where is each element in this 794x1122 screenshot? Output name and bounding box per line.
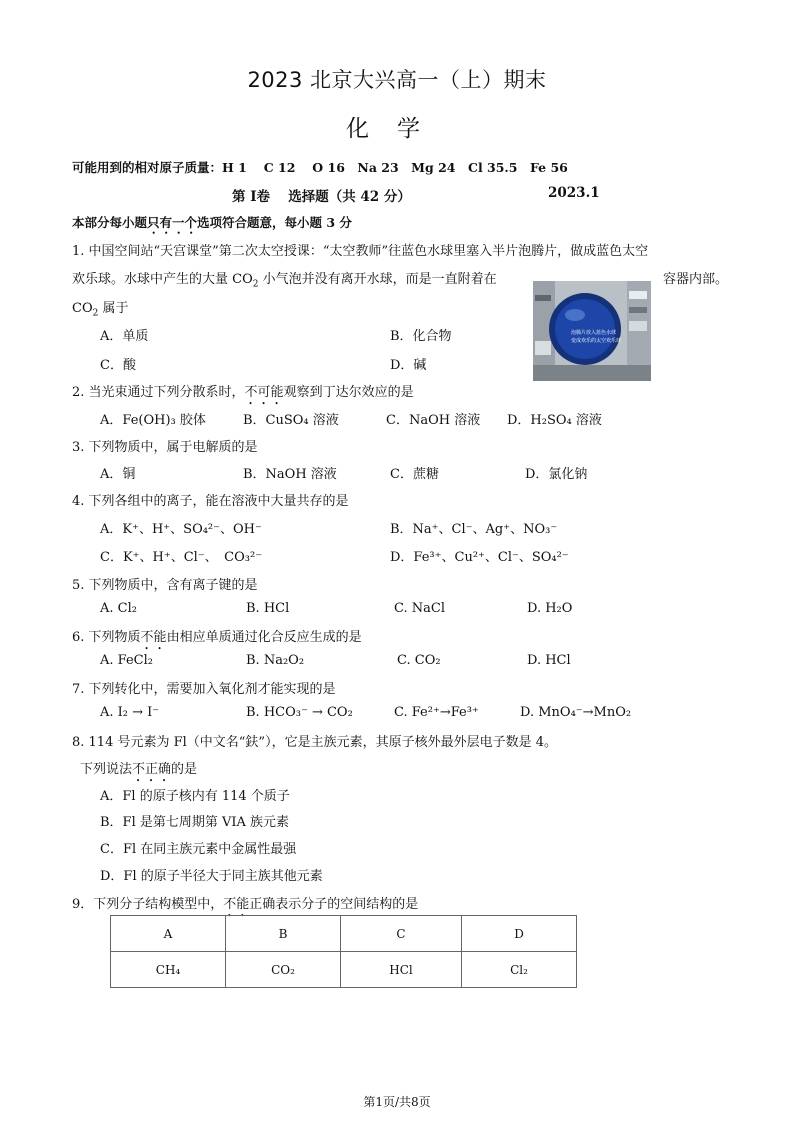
q6-option-d: D. HCl (527, 653, 571, 668)
table-header-b: B (226, 916, 341, 952)
exam-date: 2023.1 (548, 185, 600, 201)
q2-option-d: D．H₂SO₄ 溶液 (507, 413, 602, 428)
page-title: 2023 北京大兴高一（上）期末 (247, 68, 547, 92)
q1-option-d: D．碱 (390, 358, 427, 373)
q8-option-c: C．Fl 在同主族元素中金属性最强 (100, 842, 297, 857)
q3-option-a: A．铜 (100, 467, 136, 482)
table-header-c: C (341, 916, 462, 952)
q3-option-c: C．蔗糖 (390, 467, 439, 482)
space-station-photo (533, 281, 651, 381)
q1-stem-line3: $CO_2$ 属于 (72, 301, 129, 319)
q4-option-d: D．Fe³⁺、Cu²⁺、Cl⁻、SO₄²⁻ (390, 550, 569, 565)
q4-option-c: C．K⁺、H⁺、Cl⁻、 CO₃²⁻ (100, 550, 263, 565)
q4-stem: 4. 下列各组中的离子，能在溶液中大量共存的是 (72, 494, 349, 509)
table-cell-d: Cl₂ (462, 952, 577, 988)
q6-stem: 6. 下列物质不能由相应单质通过化合反应生成的是 (72, 630, 362, 645)
q8-substem: 下列说法不正确的是 (80, 762, 198, 777)
page-footer: 第1页/共8页 (363, 1095, 431, 1109)
q5-stem: 5. 下列物质中，含有离子键的是 (72, 578, 258, 593)
table-row (111, 952, 577, 988)
q1-stem-line1: 1. 中国空间站“天宫课堂”第二次太空授课：“太空教师”往蓝色水球里塞入半片泡腾片，做成蓝色太空 (72, 244, 649, 259)
atomic-masses: 可能用到的相对原子质量：H 1 C 12 O 16 Na 23 Mg 24 Cl 35.5 Fe 56 (72, 160, 568, 175)
table-cell-a: CH₄ (111, 952, 226, 988)
q5-option-b: B. HCl (246, 601, 290, 616)
q2-option-a: A．Fe(OH)₃ 胶体 (100, 413, 206, 428)
photo-caption-line2: 变成欢乐的太空欢乐球 (571, 338, 622, 344)
instructions: 本部分每小题只有一个选项符合题意，每小题 3 分 (72, 215, 352, 230)
q7-option-a: A. I₂ → I⁻ (100, 705, 160, 720)
q8-option-a: A．Fl 的原子核内有 114 个质子 (100, 789, 290, 804)
q7-option-c: C. Fe²⁺→Fe³⁺ (394, 705, 479, 720)
table-cell-b: CO₂ (226, 952, 341, 988)
q8-stem: 8. 114 号元素为 Fl（中文名“鈇”），它是主族元素，其原子核外最外层电子数是 4。 (72, 735, 557, 750)
q6-option-c: C. CO₂ (397, 653, 441, 668)
q2-option-b: B．CuSO₄ 溶液 (243, 413, 339, 428)
q1-stem-line2: 欢乐球。水球中产生的大量 $CO_2$ 小气泡并没有离开水球，而是一直附着在 (72, 272, 497, 290)
q5-option-a: A. Cl₂ (100, 601, 137, 616)
q4-option-a: A．K⁺、H⁺、SO₄²⁻、OH⁻ (100, 522, 262, 537)
q3-stem: 3. 下列物质中，属于电解质的是 (72, 440, 258, 455)
q2-stem: 2. 当光束通过下列分散系时，不可能观察到丁达尔效应的是 (72, 385, 414, 400)
table-header-row (111, 916, 577, 952)
q4-option-b: B．Na⁺、Cl⁻、Ag⁺、NO₃⁻ (390, 522, 558, 537)
table-header-d: D (462, 916, 577, 952)
section-heading: 第 I卷 选择题（共 42 分） (232, 189, 411, 205)
photo-caption-line1: 泡腾片放入蓝色水球 (571, 330, 617, 336)
q8-option-d: D．Fl 的原子半径大于同主族其他元素 (100, 869, 323, 884)
q6-option-a: A. FeCl₂ (100, 653, 153, 668)
q1-stem-line2-end: 容器内部。 (663, 272, 729, 287)
q1-option-b: B．化合物 (390, 329, 452, 344)
q6-option-b: B. Na₂O₂ (246, 653, 305, 668)
subject-title: 化学 (346, 116, 448, 142)
q1-option-c: C．酸 (100, 358, 136, 373)
q2-option-c: C．NaOH 溶液 (386, 413, 481, 428)
q9-table (110, 915, 577, 988)
q1-option-a: A．单质 (100, 329, 149, 344)
q5-option-c: C. NaCl (394, 601, 445, 616)
q9-stem: 9．下列分子结构模型中，不能正确表示分子的空间结构的是 (72, 897, 419, 912)
table-cell-c: HCl (341, 952, 462, 988)
q3-option-b: B．NaOH 溶液 (243, 467, 337, 482)
q8-option-b: B．Fl 是第七周期第 VIA 族元素 (100, 815, 290, 830)
q7-option-d: D. MnO₄⁻→MnO₂ (520, 705, 632, 720)
q7-option-b: B. HCO₃⁻ → CO₂ (246, 705, 353, 720)
table-header-a: A (111, 916, 226, 952)
q7-stem: 7. 下列转化中，需要加入氧化剂才能实现的是 (72, 682, 336, 697)
q5-option-d: D. H₂O (527, 601, 573, 616)
q3-option-d: D．氯化钠 (525, 467, 588, 482)
